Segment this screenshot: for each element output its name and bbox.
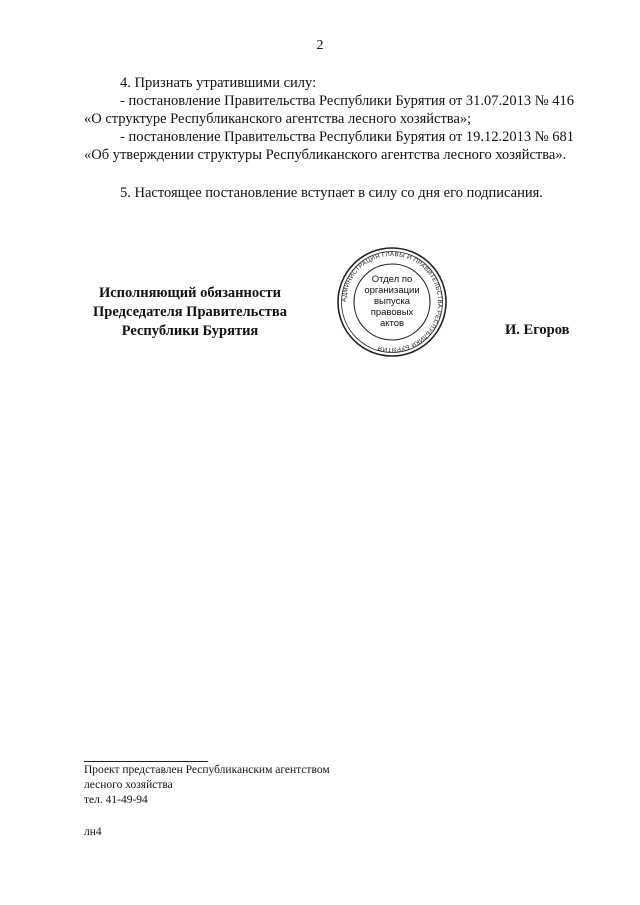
signatory-title-line: Республики Бурятия xyxy=(121,323,259,339)
signatory-title-line: Председателя Правительства xyxy=(93,304,287,320)
paragraph-4-item-1: - постановление Правительства Республики Бурятия от 31.07.2013 № 416 «О структуре Республиканского агентства лесного хозяйства»; xyxy=(84,93,574,127)
stamp-line: Отдел по xyxy=(371,274,413,285)
stamp-line: выпуска xyxy=(373,296,411,307)
footnote-line: Проект представлен Республиканским агентством xyxy=(84,764,330,776)
signatory-title xyxy=(70,284,310,341)
stamp-line: организации xyxy=(364,285,420,296)
document-code: лн4 xyxy=(84,826,102,838)
signatory-title-line: Исполняющий обязанности xyxy=(98,285,282,301)
paragraph-4-title: 4. Признать утратившими силу: xyxy=(120,75,317,91)
stamp-ring-text: АДМИНИСТРАЦИЯ ГЛАВЫ И ПРАВИТЕЛЬСТВА РЕСПУБЛИКИ БУРЯТИЯ xyxy=(340,250,444,354)
stamp-line: актов xyxy=(379,318,405,329)
footnote-divider xyxy=(84,761,208,762)
paragraph-4-item-2: - постановление Правительства Республики Бурятия от 19.12.2013 № 681 «Об утверждении структуры Республиканского агентства лесного хозяйства». xyxy=(84,129,574,163)
stamp-center-text xyxy=(360,274,424,329)
footnote-line: тел. 41-49-94 xyxy=(84,794,148,806)
footnote-line: лесного хозяйства xyxy=(84,779,173,791)
signatory-name: И. Егоров xyxy=(505,322,570,338)
footnote xyxy=(84,763,330,808)
paragraph-5: 5. Настоящее постановление вступает в силу со дня его подписания. xyxy=(120,185,543,201)
stamp-line: правовых xyxy=(370,307,414,318)
page-number: 2 xyxy=(316,38,324,53)
document-body xyxy=(84,74,574,202)
